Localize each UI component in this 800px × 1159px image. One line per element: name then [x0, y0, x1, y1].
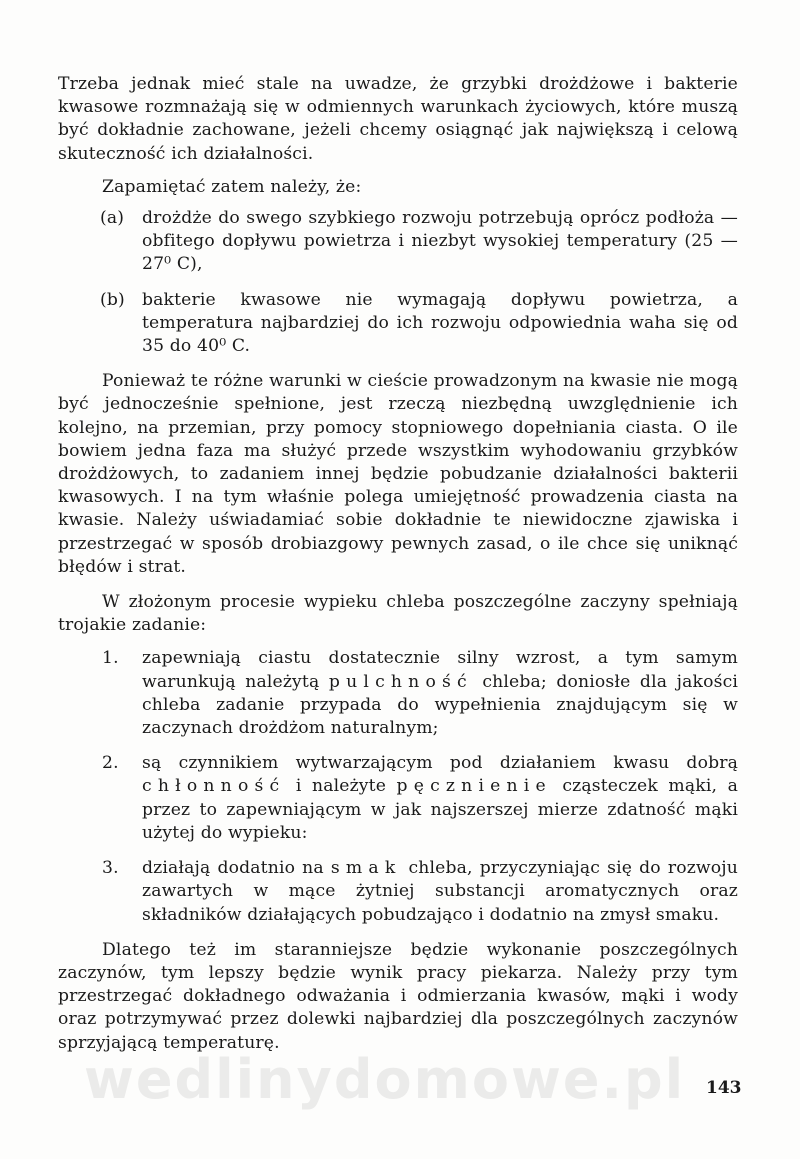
- list-item: [58, 289, 738, 359]
- paragraph-intro: Trzeba jednak mieć stale na uwadze, że grzybki drożdżowe i bakterie kwasowe rozmnażają się w odmiennych warunkach życiowych, które muszą być dokładnie zachowane, jeżeli chcemy osiągnąć jak największą i celową skuteczność ich działalności.: [58, 74, 738, 164]
- spaced-term: chłonność: [142, 776, 286, 797]
- text-run: chleba, przyczyniając się do rozwoju zawartych w mące żytniej substancji aromatycznych oraz składników działających pobudzająco i dodatnio na zmysł smaku.: [142, 858, 738, 925]
- list-marker: (b): [100, 289, 125, 310]
- paragraph-conditions: Ponieważ te różne warunki w cieście prowadzonym na kwasie nie mogą być jednocześnie spełnione, jest rzeczą niezbędną uwzględnienie ich kolejno, na przemian, przy pomocy stopniowego dopełniania ciasta. O ile bowiem jedna faza ma służyć przede wszystkim wyhodowaniu grzybków drożdżowych, to zadaniem innej będzie pobudzanie działalności bakterii kwasowych. I na tym właśnie polega umiejętność prowadzenia ciasta na kwasie. Należy uświadamiać sobie dokładnie te niewidoczne zjawiska i przestrzegać w sposób drobiazgowy pewnych zasad, o ile chce się uniknąć błędów i strat.: [58, 371, 738, 577]
- list-item-text: [142, 857, 738, 927]
- text-run: chleba; doniosłe dla jakości chleba zadanie przypada do wypełnienia znajdującym się w zaczynach drożdżom naturalnym;: [142, 671, 738, 739]
- text-run: zapewniają ciastu dostatecznie silny wzrost, a tym samym warunkują należytą: [142, 648, 738, 692]
- spaced-term: pęcznienie: [396, 776, 552, 797]
- paragraph-conclusion: Dlatego też im staranniejsze będzie wykonanie poszczególnych zaczynów, tym lepszy będzie wynik pracy piekarza. Należy przy tym przestrzegać dokładnego odważania i odmierzania kwasów, mąki i wody oraz potrzymywać przez dolewki najbardziej dla poszczególnych zaczynów sprzyjającą temperaturę.: [58, 939, 738, 1053]
- text-run: i należyte: [285, 776, 397, 797]
- page-text: [58, 73, 738, 1055]
- list-item-text: [142, 752, 738, 845]
- conditions-list: [58, 207, 738, 358]
- list-item: [58, 857, 738, 927]
- list-marker: 3.: [102, 858, 119, 879]
- page-number: 143: [706, 1078, 742, 1098]
- text-run: są czynnikiem wytwarzającym pod działaniem kwasu dobrą: [142, 753, 738, 774]
- list-item-text: drożdże do swego szybkiego rozwoju potrzebują oprócz podłoża — obfitego dopływu powietrza i niezbyt wysokiej temperatury (25 — 27⁰ C),: [142, 208, 738, 275]
- spaced-term: smak: [330, 858, 402, 879]
- text-run: działają dodatnio na: [142, 858, 331, 879]
- list-marker: 1.: [102, 648, 119, 669]
- list-item: [58, 752, 738, 845]
- tasks-list: [58, 647, 738, 926]
- paragraph-tasks: W złożonym procesie wypieku chleba poszczególne zaczyny spełniają trojakie zadanie:: [58, 592, 738, 636]
- text-run: cząsteczek mąki, a przez to zapewniającym w jak najszerszej mierze zdatność mąki użytej do wypieku:: [142, 776, 738, 843]
- list-marker: 2.: [102, 753, 119, 774]
- spaced-term: pulchność: [328, 671, 473, 692]
- paragraph-remember: Zapamiętać zatem należy, że:: [102, 176, 362, 197]
- list-item-text: [142, 647, 738, 740]
- list-item: [58, 207, 738, 277]
- list-item: [58, 647, 738, 740]
- list-item-text: bakterie kwasowe nie wymagają dopływu powietrza, a temperatura najbardziej do ich rozwoju odpowiednia waha się od 35 do 40⁰ C.: [142, 289, 738, 357]
- watermark: wedlinydomowe.pl: [84, 1048, 686, 1111]
- list-marker: (a): [100, 208, 125, 229]
